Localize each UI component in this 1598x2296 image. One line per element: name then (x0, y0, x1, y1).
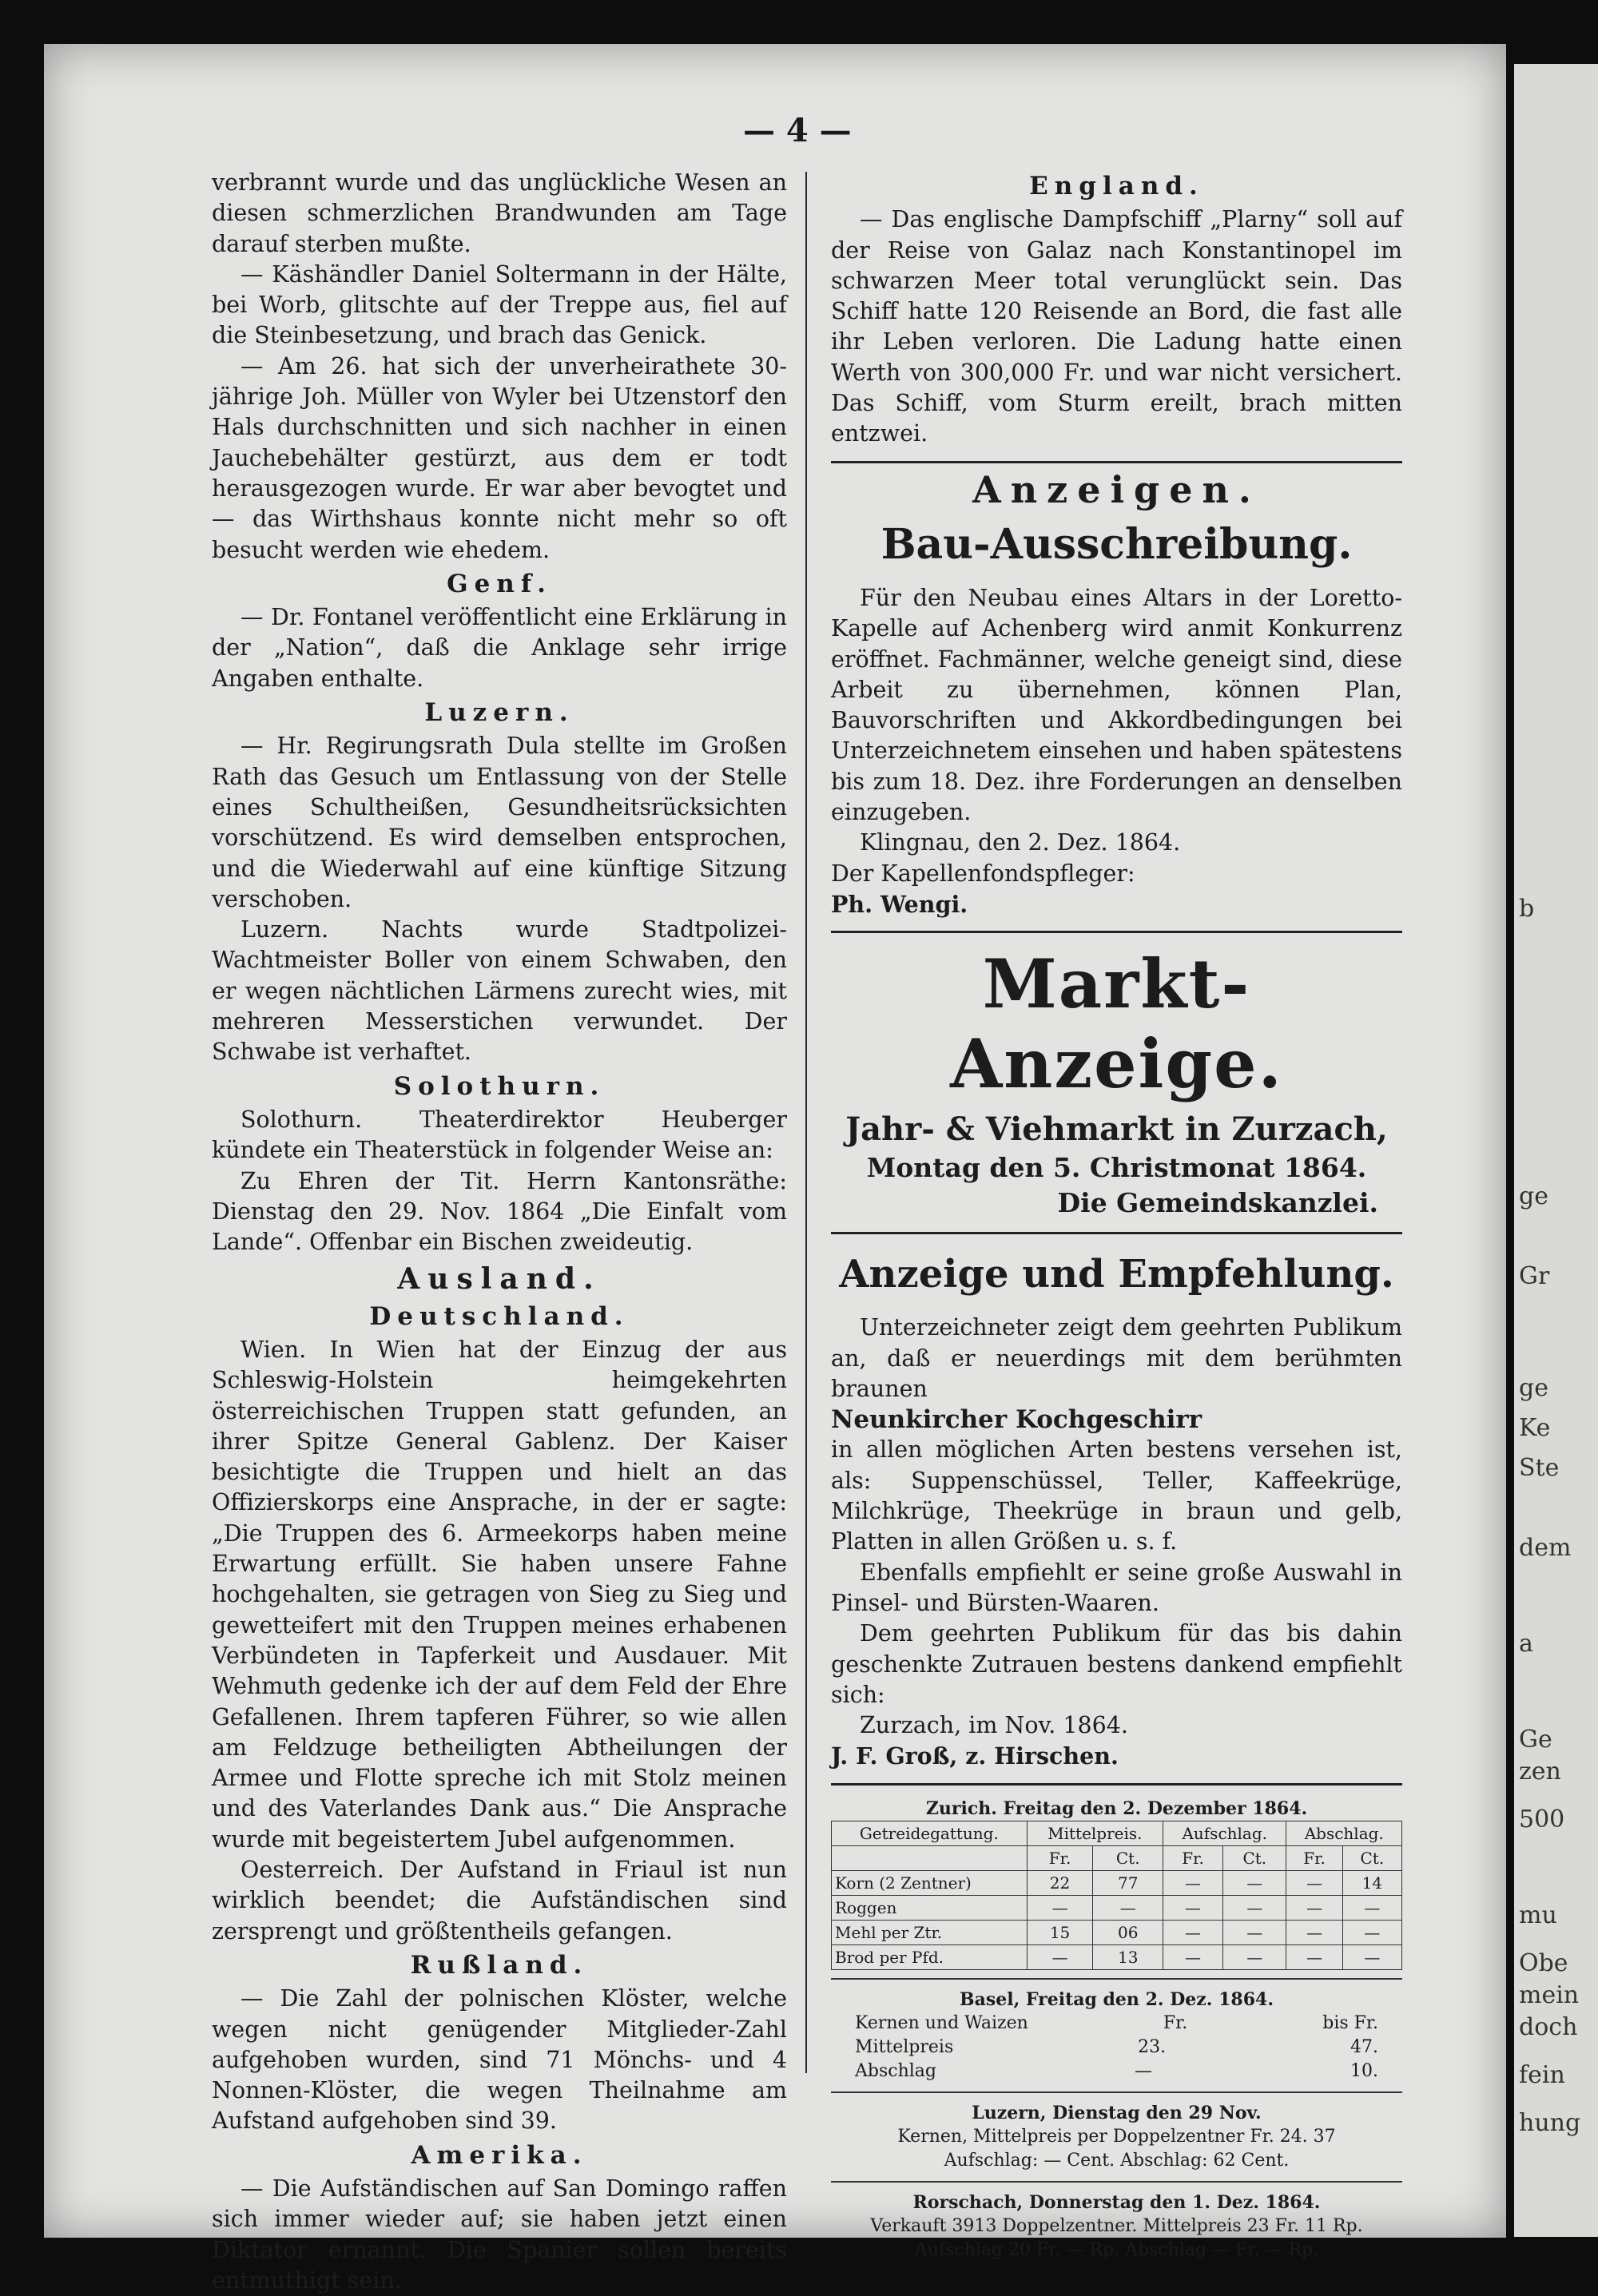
market-cell: — (1135, 2060, 1152, 2081)
table-header-row (832, 1821, 1402, 1845)
table-cell: — (1163, 1895, 1223, 1920)
table-cell: — (1342, 1920, 1401, 1944)
ad-place-date: Klingnau, den 2. Dez. 1864. (860, 829, 1181, 856)
markt-line-3: Die Gemeindskanzlei. (1057, 1187, 1378, 1219)
article-paragraph: — Hr. Regirungsrath Dula stellte im Großen Rath das Gesuch um Entlassung von der Stelle eines Schultheißen, Gesundheitsrücksichten vorschützend. Es wird demselben entsprochen, und die Wiederwahl auf eine künftige Sitzung verschoben. (212, 733, 787, 912)
table-cell: — (1286, 1920, 1342, 1944)
column-divider (805, 172, 807, 2073)
separator-rule (831, 1783, 1402, 1786)
table-cell: — (1027, 1895, 1093, 1920)
market-row (831, 2036, 1402, 2060)
market-cell: Mittelpreis (855, 2036, 954, 2057)
table-cell: — (1027, 1944, 1093, 1969)
market-cell: Abschlag (855, 2060, 936, 2081)
markt-line-2: Montag den 5. Christmonat 1864. (866, 1152, 1367, 1184)
table-header: Aufschlag. (1163, 1821, 1286, 1845)
edge-text-fragment: hung (1519, 2109, 1581, 2137)
edge-text-fragment: Ge (1519, 1726, 1552, 1754)
table-cell: — (1286, 1944, 1342, 1969)
table-header: Mittelpreis. (1027, 1821, 1163, 1845)
edge-text-fragment: a (1519, 1630, 1533, 1658)
table-subheader: Fr. (1163, 1845, 1223, 1870)
edge-text-fragment: ge (1519, 1374, 1548, 1402)
ad-title-markt: Markt-Anzeige. (950, 944, 1283, 1104)
market-cell: 10. (1350, 2060, 1378, 2081)
ad-body-empfehlung: in allen möglichen Arten bestens versehen ist, als: Suppenschüssel, Teller, Kaffeekrüge, Milchkrüge, Theekrüge in braun und gelb, Platten in allen Größen u. s. f. (831, 1436, 1402, 1555)
table-cell: 77 (1093, 1870, 1163, 1895)
edge-text-fragment: Ste (1519, 1454, 1560, 1482)
market-line: Aufschlag: — Cent. Abschlag: 62 Cent. (944, 2150, 1290, 2171)
article-paragraph: Oesterreich. Der Aufstand in Friaul ist nun wirklich beendet; die Aufständischen sind zersprengt und größtentheils gefangen. (212, 1857, 787, 1944)
table-cell: — (1223, 1944, 1286, 1969)
market-cell: 23. (1138, 2036, 1167, 2057)
table-row (832, 1895, 1402, 1920)
market-title: Luzern, Dienstag den 29 Nov. (972, 2102, 1262, 2123)
article-paragraph: — Die Aufständischen auf San Domingo raffen sich immer wieder auf; sie haben jetzt einen Diktator ernannt. Die Spanier sollen bereits entmuthigt sein. (212, 2175, 787, 2294)
table-subheader: Fr. (1027, 1845, 1093, 1870)
article-paragraph: Wien. In Wien hat der Einzug der aus Schleswig-Holstein heimgekehrten österreichischen Truppen statt gefunden, an ihrer Spitze General Gablenz. Der Kaiser besichtigte die Truppen und hielt an das Offizierskorps eine Ansprache, in der er sagte: „Die Truppen des 6. Armeekorps haben meine Erwartung erfüllt. Sie haben unsere Fahne hochgehalten, sie getragen von Sieg zu Sieg und gewetteifert mit den Truppen meines erhabenen Verbündeten in Tapferkeit und Ausdauer. Mit Wehmuth gedenke ich der auf dem Feld der Ehre Gefallenen. Ihrem tapferen Führer, so wie allen am Feldzuge betheiligten Abtheilungen der Armee und Flotte spreche ich mit Stolz meinen und des Vaterlandes Dank aus.“ Die Ansprache wurde mit begeistertem Jubel aufgenommen. (212, 1336, 787, 1853)
table-cell: 14 (1342, 1870, 1401, 1895)
article-paragraph: verbrannt wurde und das unglückliche Wesen an diesen schmerzlichen Brandwunden am Tage darauf sterben mußte. (212, 169, 787, 257)
article-paragraph: — Die Zahl der polnischen Klöster, welche wegen nicht genügender Mitglieder-Zahl aufgehoben wurden, sind 71 Mönchs- und 4 Nonnen-Klöster, die wegen Theilnahme am Aufstand aufgehoben sind 39. (212, 1985, 787, 2135)
edge-text-fragment: ge (1519, 1182, 1548, 1210)
left-column (212, 168, 787, 2296)
grain-price-table (831, 1821, 1402, 1970)
table-cell: — (1163, 1920, 1223, 1944)
edge-text-fragment: fein (1519, 2061, 1565, 2089)
table-cell: — (1223, 1895, 1286, 1920)
article-paragraph: — Das englische Dampfschiff „Plarny“ soll auf der Reise von Galaz nach Konstantinopel im schwarzen Meer total verunglückt sein. Das Schiff hatte 120 Reisende an Bord, die fast alle ihr Leben verloren. Die Ladung hatte einen Werth von 300,000 Fr. und war nicht versichert. Das Schiff, vom Sturm ereilt, brach mitten entzwei. (831, 206, 1402, 447)
table-subheader: Fr. (1286, 1845, 1342, 1870)
table-cell: — (1342, 1944, 1401, 1969)
edge-text-fragment: Gr (1519, 1262, 1550, 1290)
table-cell: 22 (1027, 1870, 1093, 1895)
ad-title-bau: Bau-Ausschreibung. (880, 519, 1353, 569)
market-cell: Kernen und Waizen (855, 2012, 1028, 2033)
market-line: Aufschlag 20 Fr. — Rp. Abschlag — Fr. — Rp. (914, 2239, 1319, 2260)
ad-signature-role: Der Kapellenfondspfleger: (831, 860, 1135, 887)
edge-text-fragment: doch (1519, 2013, 1578, 2041)
table-cell: 13 (1093, 1944, 1163, 1969)
separator-rule (831, 931, 1402, 933)
section-heading-deutschland: Deutschland. (369, 1301, 630, 1331)
table-cell: Roggen (832, 1895, 1028, 1920)
article-paragraph: Solothurn. Theaterdirektor Heuberger kündete ein Theaterstück in folgender Weise an: (212, 1106, 787, 1164)
ad-title-empfehlung: Anzeige und Empfehlung. (839, 1252, 1394, 1297)
market-title: Zurich. Freitag den 2. Dezember 1864. (925, 1797, 1308, 1819)
table-cell: 06 (1093, 1920, 1163, 1944)
table-cell: 15 (1027, 1920, 1093, 1944)
market-row (831, 2012, 1402, 2036)
ad-body-empfehlung: Ebenfalls empfiehlt er seine große Auswahl in Pinsel- und Bürsten-Waaren. (831, 1559, 1402, 1616)
table-cell: — (1223, 1920, 1286, 1944)
section-heading-luzern: Luzern. (424, 698, 574, 728)
table-header: Getreidegattung. (832, 1821, 1028, 1845)
table-subheader-row (832, 1845, 1402, 1870)
edge-text-fragment: mu (1519, 1901, 1557, 1929)
table-row (832, 1920, 1402, 1944)
edge-text-fragment: 500 (1519, 1805, 1565, 1833)
article-paragraph: — Käshändler Daniel Soltermann in der Hälte, bei Worb, glitschte auf der Treppe aus, fiel auf die Steinbesetzung, und brach das Genick. (212, 260, 787, 349)
table-subheader (832, 1845, 1028, 1870)
table-cell: Korn (2 Zentner) (832, 1870, 1028, 1895)
table-header: Abschlag. (1286, 1821, 1402, 1845)
table-cell: Mehl per Ztr. (832, 1920, 1028, 1944)
separator-rule (831, 1232, 1402, 1234)
table-cell: — (1223, 1870, 1286, 1895)
right-column (831, 168, 1402, 2262)
section-heading-solothurn: Solothurn. (393, 1071, 606, 1101)
section-heading-genf: Genf. (447, 569, 552, 598)
ad-signature-name: Ph. Wengi. (831, 890, 968, 918)
table-row (832, 1944, 1402, 1969)
market-cell: 47. (1350, 2036, 1378, 2057)
table-cell: — (1286, 1895, 1342, 1920)
edge-text-fragment: zen (1519, 1758, 1561, 1786)
separator-rule (831, 2091, 1402, 2093)
table-cell: Brod per Pfd. (832, 1944, 1028, 1969)
market-title: Rorschach, Donnerstag den 1. Dez. 1864. (912, 2191, 1321, 2213)
page-number: — 4 — (743, 112, 852, 149)
table-cell: — (1286, 1870, 1342, 1895)
edge-text-fragment: dem (1519, 1534, 1572, 1562)
market-report-zurich (831, 1797, 1402, 2262)
section-heading-england: England. (1029, 172, 1204, 201)
table-cell: — (1163, 1944, 1223, 1969)
market-row (831, 2060, 1402, 2083)
separator-rule (831, 461, 1402, 463)
market-cell: bis Fr. (1322, 2012, 1378, 2033)
table-cell: — (1093, 1895, 1163, 1920)
table-subheader: Ct. (1093, 1845, 1163, 1870)
ad-signature-name: J. F. Groß, z. Hirschen. (831, 1742, 1119, 1770)
table-row (832, 1870, 1402, 1895)
market-line: Kernen, Mittelpreis per Doppelzentner Fr. 24. 37 (897, 2126, 1336, 2147)
separator-rule (831, 1978, 1402, 1980)
edge-text-fragment: b (1519, 895, 1535, 923)
ad-body-empfehlung: Unterzeichneter zeigt dem geehrten Publikum an, daß er neuerdings mit dem berühmten braunen (831, 1314, 1402, 1402)
edge-text-fragment: mein (1519, 1981, 1580, 2009)
separator-rule (831, 2181, 1402, 2183)
article-paragraph: — Dr. Fontanel veröffentlicht eine Erklärung in der „Nation“, daß die Anklage sehr irrige Angaben enthalte. (212, 604, 787, 692)
section-heading-ausland: Ausland. (397, 1262, 602, 1297)
article-paragraph: — Am 26. hat sich der unverheirathete 30-jährige Joh. Müller von Wyler bei Utzenstorf den Hals durchschnitten und sich nachher in einen Jauchebehälter gestürzt, aus dem er todt herausgezogen wurde. Er war aber bevogtet und — das Wirthshaus konnte nicht mehr so oft besucht werden wie ehedem. (212, 352, 787, 563)
table-subheader: Ct. (1223, 1845, 1286, 1870)
ad-product-name: Neunkircher Kochgeschirr (831, 1405, 1202, 1435)
market-title: Basel, Freitag den 2. Dez. 1864. (960, 1988, 1274, 2010)
article-paragraph: Zu Ehren der Tit. Herrn Kantonsräthe: Dienstag den 29. Nov. 1864 „Die Einfalt vom Lande“. Offenbar ein Bischen zweideutig. (212, 1167, 787, 1256)
section-heading-russland: Rußland. (410, 1950, 589, 1980)
article-paragraph: Luzern. Nachts wurde Stadtpolizei-Wachtmeister Boller von einem Schwaben, den er wegen nächtlichen Lärmens zurecht wies, mit mehreren Messerstichen verwundet. Der Schwabe ist verhaftet. (212, 916, 787, 1066)
table-cell: — (1163, 1870, 1223, 1895)
markt-line-1: Jahr- & Viehmarkt in Zurzach, (845, 1110, 1388, 1149)
ad-body-bau: Für den Neubau eines Altars in der Loretto-Kapelle auf Achenberg wird anmit Konkurrenz eröffnet. Fachmänner, welche geneigt sind, diese Arbeit zu übernehmen, können Plan, Bauvorschriften und Akkordbedingungen bei Unterzeichnetem einsehen und haben spätestens bis zum 18. Dez. ihre Forderungen an denselben einzugeben. (831, 584, 1402, 826)
market-cell: Fr. (1163, 2012, 1188, 2033)
section-heading-amerika: Amerika. (411, 2140, 588, 2170)
table-cell: — (1342, 1895, 1401, 1920)
section-heading-anzeigen: Anzeigen. (972, 467, 1261, 511)
ad-place-date: Zurzach, im Nov. 1864. (860, 1712, 1128, 1739)
table-subheader: Ct. (1342, 1845, 1401, 1870)
adjacent-page-edge (1514, 64, 1598, 2237)
edge-text-fragment: Ke (1519, 1414, 1551, 1442)
ad-body-empfehlung: Dem geehrten Publikum für das bis dahin geschenkte Zutrauen bestens dankend empfiehlt sich: (831, 1620, 1402, 1708)
market-line: Verkauft 3913 Doppelzentner. Mittelpreis 23 Fr. 11 Rp. (870, 2215, 1363, 2236)
edge-text-fragment: Obe (1519, 1949, 1568, 1977)
